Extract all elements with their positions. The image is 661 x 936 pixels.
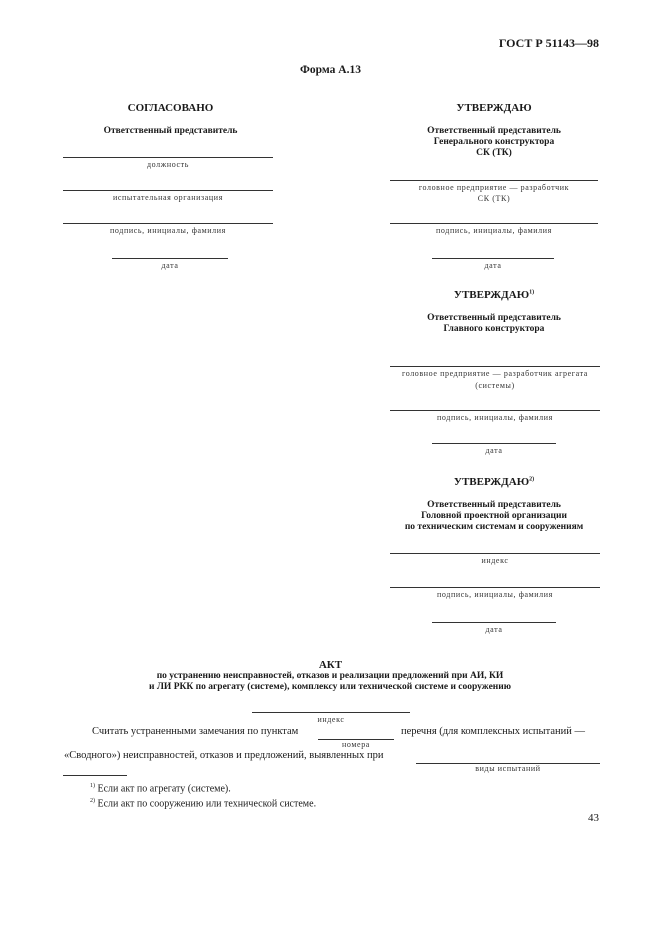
act-subtitle-line-1: по устранению неисправностей, отказов и реализации предложений при АИ, КИ — [156, 671, 504, 681]
right2-signature-line — [390, 410, 600, 411]
footnote-2-text: Если акт по сооружению или технической системе. — [97, 798, 317, 810]
right1-enterprise-line — [390, 180, 598, 181]
footnotes — [90, 780, 316, 811]
act-text-line1-end: перечня (для комплексных испытаний — — [401, 726, 585, 737]
act-index-line — [252, 712, 410, 713]
right1-caption-sk: СК (ТК) — [477, 194, 511, 203]
left-position-line — [63, 157, 273, 158]
left-caption-date: дата — [161, 261, 179, 270]
footnote-1-mark: 1) — [90, 783, 95, 789]
right3-date-line — [432, 622, 556, 623]
right3-signature-line — [390, 587, 600, 588]
right3-footnote-mark: 2) — [529, 476, 535, 483]
right2-caption-date: дата — [485, 446, 503, 455]
right2-caption-signature: подпись, инициалы, фамилия — [437, 413, 553, 422]
right3-caption-index: индекс — [481, 556, 509, 565]
form-title: Форма А.13 — [300, 64, 361, 76]
act-title: АКТ — [318, 659, 343, 671]
right2-subheading — [380, 313, 608, 335]
right2-caption-system: (системы) — [475, 381, 515, 390]
right1-subheading-line-2: Генерального конструктора — [433, 137, 555, 147]
footnote-2-mark: 2) — [90, 798, 95, 805]
act-caption-numbers: номера — [342, 740, 370, 749]
footnote-1 — [90, 780, 316, 795]
right1-caption-enterprise: головное предприятие — разработчик — [418, 183, 570, 192]
right3-subheading-line-3: по техническим системам и сооружениям — [404, 522, 584, 532]
right3-heading — [390, 476, 598, 488]
page-number: 43 — [588, 812, 599, 824]
right1-date-line — [432, 258, 554, 259]
right2-caption-enterprise: головное предприятие — разработчик агрегата — [402, 369, 588, 378]
left-caption-position: должность — [146, 160, 190, 169]
act-subtitle-line-2: и ЛИ РКК по агрегату (системе), комплексу или технической системе и сооружению — [149, 682, 511, 692]
left-caption-signature: подпись, инициалы, фамилия — [110, 226, 226, 235]
left-date-line — [112, 258, 228, 259]
footnote-separator — [63, 775, 127, 776]
right2-heading — [390, 289, 598, 301]
right3-caption-date: дата — [485, 625, 503, 634]
left-caption-organization: испытательная организация — [113, 193, 223, 202]
right3-subheading-line-2: Головной проектной организации — [421, 511, 567, 521]
act-caption-index: индекс — [317, 715, 345, 724]
right1-subheading — [380, 126, 608, 159]
right1-subheading-line-3: СК (ТК) — [476, 148, 512, 158]
right3-index-line — [390, 553, 600, 554]
right1-signature-line — [390, 223, 598, 224]
footnote-1-text: Если акт по агрегату (системе). — [97, 783, 231, 795]
right1-caption-date: дата — [484, 261, 502, 270]
right1-subheading-line-1: Ответственный представитель — [427, 126, 561, 136]
right2-heading-text: УТВЕРЖДАЮ — [453, 289, 530, 301]
right2-enterprise-line — [390, 366, 600, 367]
standard-number: ГОСТ Р 51143—98 — [498, 36, 599, 50]
left-heading: СОГЛАСОВАНО — [127, 102, 214, 114]
right3-heading-text: УТВЕРЖДАЮ — [453, 476, 530, 488]
right3-subheading — [370, 500, 618, 533]
right3-subheading-line-1: Ответственный представитель — [427, 500, 561, 510]
act-text-line2: «Сводного») неисправностей, отказов и предложений, выявленных при — [64, 750, 384, 761]
left-subheading: Ответственный представитель — [103, 126, 238, 136]
right2-subheading-line-1: Ответственный представитель — [427, 313, 561, 323]
right1-caption-signature: подпись, инициалы, фамилия — [436, 226, 552, 235]
left-signature-line — [63, 223, 273, 224]
right2-subheading-line-2: Главного конструктора — [443, 324, 545, 334]
right2-footnote-mark: 1) — [529, 289, 535, 296]
act-text-line1-start: Считать устраненными замечания по пунктам — [92, 726, 299, 737]
right2-date-line — [432, 443, 556, 444]
right3-caption-signature: подпись, инициалы, фамилия — [437, 590, 553, 599]
act-caption-tests: виды испытаний — [475, 764, 541, 773]
right1-heading: УТВЕРЖДАЮ — [456, 102, 532, 114]
act-subtitle — [60, 671, 600, 693]
footnote-2 — [90, 795, 316, 810]
left-organization-line — [63, 190, 273, 191]
